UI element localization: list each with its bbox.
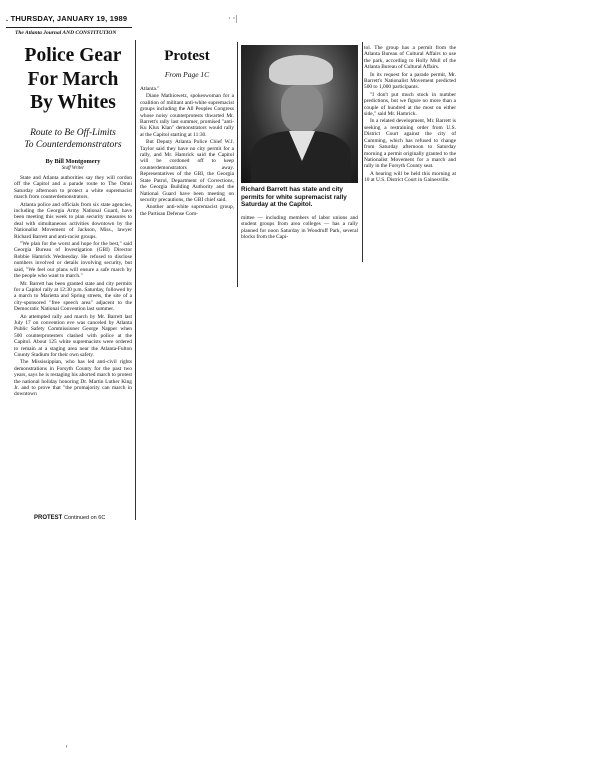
headline (14, 44, 132, 115)
paragraph: State and Atlanta authorities say they will cordon off the Capitol and a parade route to The Omni Saturday afternoon to protect a white supremacist march from counterdemonstrators. (14, 175, 132, 201)
dateline: . THURSDAY, JANUARY 19, 1989 (6, 14, 128, 23)
paragraph: Atlanta police and officials from six state agencies, including the Georgia Army National Guard, have been meeting this week to plan security measures to deal with simultaneous activities downtown by the Nationalist Movement of Jackson, Miss., lawyer Richard Barrett and anti-racist groups. (14, 201, 132, 240)
photo-face (281, 85, 323, 133)
photo-richard-barrett (241, 45, 358, 183)
continued-page: Continued on 6C (64, 515, 106, 521)
paragraph: "I don't put much stock in number predictions, but we figure no more than a couple of hundred at the most on either side," said Mr. Hamrick. (364, 91, 456, 118)
paragraph: tol. The group has a permit from the Atlanta Bureau of Cultural Affairs to use the park, according to Holly Mull of the Atlanta Bureau of Cultural Affairs. (364, 45, 456, 71)
page-marker: · ·| (228, 14, 237, 23)
headline-line-2: For March (27, 68, 119, 90)
paragraph: Atlanta." (140, 86, 160, 92)
photo-caption: Richard Barrett has state and city permits for white supremacist rally Saturday at the Capitol. (241, 186, 347, 209)
paragraph: In its request for a parade permit, Mr. Barrett's Nationalist Movement predicted 500 to 1,000 participants. (364, 71, 456, 91)
continued-line (34, 515, 105, 521)
article-column-3 (241, 215, 358, 242)
paragraph: A hearing will be held this morning at 10 at U.S. District Court in Gainesville. (364, 170, 456, 184)
article-column-2 (140, 86, 234, 218)
paragraph: An attempted rally and march by Mr. Barrett last July 17 on convention eve was canceled by Atlanta Public Safety Commissioner George Napper when 500 counterprotesters clashed with police at the Capitol. About 125 white supremacists were ordered to remain at a staging area near the Atlanta-Fulton County Stadium for their own safety. (14, 313, 132, 358)
continued-label: PROTEST (34, 515, 63, 521)
paragraph: In a related development, Mr. Barrett is seeking a restraining order from U.S. District Court against the city of Cumming, which has refused to change from Saturday afternoon to Saturday morning a permit originally granted to the Nationalist Movement for a march and rally in the Forsyth County seat. (364, 118, 456, 170)
paragraph: But Deputy Atlanta Police Chief W.J. Taylor said they have no city permit for a rally, and Mr. Hamrick said the Capitol will be cordoned off to keep counterdemonstrators away. Representatives of the GBI, the Georgia State Patrol, Department of Corrections, the Georgia Building Authority and the National Guard have been meeting on security precautions, the GBI chief said. (140, 139, 234, 203)
paragraph: Mr. Barrett has been granted state and city permits for a Capitol rally at 12:30 p.m. Saturday, followed by a march to Marietta and Spring streets, the site of a city-sponsored "free speech area" adjacent to the Democratic National Convention last summer. (14, 280, 132, 313)
byline: By Bill Montgomery (45, 158, 101, 165)
paragraph: mittee — including members of labor unions and student groups from area colleges — has a rally planned for noon Saturday in Woodruff Park, several blocks from the Capi- (241, 215, 358, 241)
paragraph: Another anti-white supremacist group, the Partisan Defense Com- (140, 204, 234, 217)
paragraph: The Mississippian, who has led anti-civil rights demonstrations in Forsyth County for the past two years, says he is restaging his aborted march to protest the national holiday honoring Dr. Martin Luther King Jr. and to prove that "the promajority can march in downtown (14, 359, 132, 398)
stray-mark: ' (66, 744, 68, 753)
column-rule (362, 42, 363, 262)
headline-line-1: Police Gear (24, 45, 122, 66)
deck (14, 128, 132, 151)
column-rule (237, 42, 238, 287)
deck-line-2: To Counterdemonstrators (24, 139, 122, 150)
article-column-4 (364, 45, 456, 185)
paper-credit: The Atlanta Journal AND CONSTITUTION (15, 30, 117, 36)
headline-line-3: By Whites (30, 92, 116, 113)
jump-headline: Protest (164, 48, 210, 64)
top-rule (6, 27, 132, 28)
jump-source: From Page 1C (164, 70, 210, 79)
byline-title: Staff Writer (61, 166, 85, 171)
column-rule (135, 40, 136, 520)
article-column-1 (14, 175, 132, 399)
deck-line-1: Route to Be Off-Limits (30, 128, 116, 138)
paragraph: Diane Mathiowetz, spokeswoman for a coalition of militant anti-white supremacist groups including the All Peoples Congress whose noisy counterprotests thwarted Mr. Barrett's rally last summer, promised "anti-Ku Klux Klan" demonstrators would rally at the Capitol starting at 11:30. (140, 93, 234, 138)
photo-hat (269, 55, 333, 85)
paragraph: "We plan for the worst and hope for the best," said Georgia Bureau of Investigation (GBI) Director Robbie Hamrick Wednesday. He refused to disclose numbers involved or details involving security, but said, "We feel our plans will ensure a safe march by the people who want to march." (14, 241, 132, 280)
